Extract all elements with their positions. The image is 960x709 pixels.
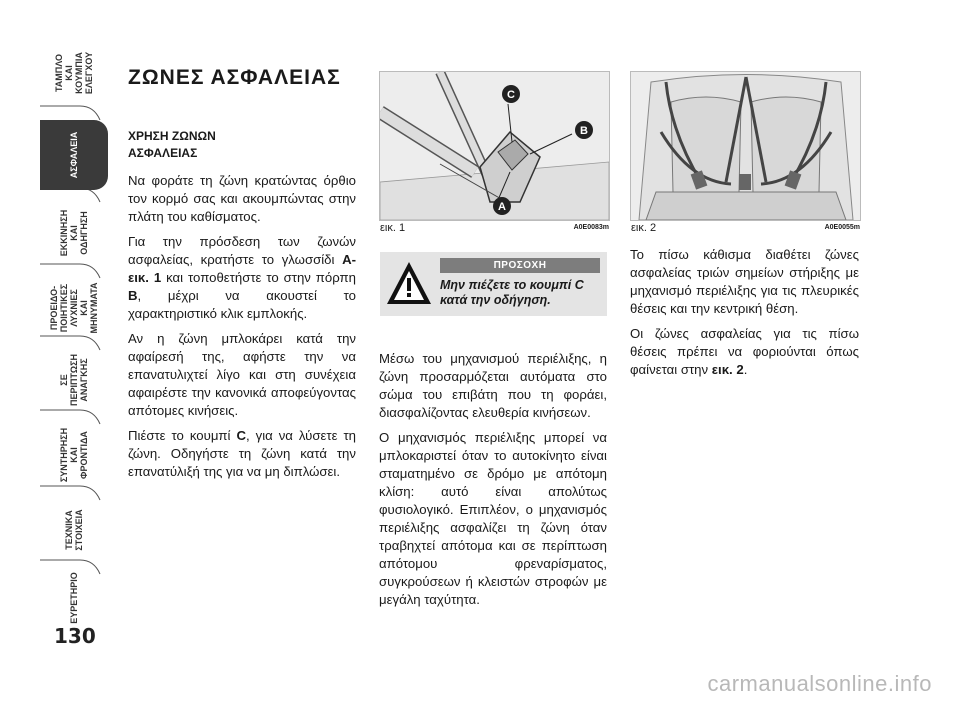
warning-heading: ΠΡΟΣΟΧΗ: [440, 258, 600, 273]
warning-triangle-icon: [384, 256, 434, 312]
tab-warning-lights[interactable]: [40, 278, 108, 338]
label-c: C: [507, 89, 515, 101]
caption-text: εικ. 2: [631, 222, 657, 234]
paragraph: Το πίσω κάθισμα διαθέτει ζώνες ασφαλείας τριών σημείων στήριξης με μηχανισμό περιέλιξης για τις πλευρικές θέσεις και την κεντρική θέση.: [630, 247, 859, 316]
column-2: [379, 350, 607, 616]
tab-maintenance[interactable]: [40, 424, 108, 486]
figure-2-caption: [631, 222, 860, 234]
tab-starting-driving[interactable]: [40, 202, 108, 264]
paragraph: Οι ζώνες ασφαλείας για τις πίσω θέσεις πρέπει να φοριούνται όπως φαίνεται στην εικ. 2.: [630, 326, 859, 377]
warning-box: [380, 252, 607, 316]
chapter-sidebar: [40, 40, 108, 680]
paragraph: Αν η ζώνη μπλοκάρει κατά την αφαίρεσή της, αφήστε την να επανατυλιχτεί λίγο και στη συνέχεια αφαιρέστε την κανονικά αποφεύγοντας απότομες κινήσεις.: [128, 331, 356, 418]
figure-1-buckle: [379, 71, 610, 221]
tab-label: ΣΕ ΠΕΡΙΠΤΩΣΗ ΑΝΑΓΚΗΣ: [59, 354, 89, 406]
tab-label: ΕΚΚΙΝΗΣΗ ΚΑΙ ΟΔΗΓΗΣΗ: [59, 209, 89, 257]
paragraph: Για την πρόσδεση των ζωνών ασφαλείας, κρατήστε το γλωσσίδι A-εικ. 1 και τοποθετήστε το στην πόρπη B, μέχρι να ακουστεί το χαρακτηριστικό κλικ εμπλοκής.: [128, 234, 356, 321]
tab-label: ΣΥΝΤΗΡΗΣΗ ΚΑΙ ΦΡΟΝΤΙΔΑ: [59, 427, 89, 483]
tab-dashboard-controls[interactable]: [40, 40, 108, 106]
column-1: [128, 128, 356, 488]
figure-2-rear-seat: [630, 71, 861, 221]
tab-label: ΤΑΜΠΛΟ ΚΑΙ ΚΟΥΜΠΙΑ ΕΛΕΓΧΟΥ: [54, 51, 94, 95]
paragraph: Να φοράτε τη ζώνη κρατώντας όρθιο τον κορμό σας και ακουμπώντας στην πλάτη του καθίσματος.: [128, 173, 356, 224]
tab-label: ΠΡΟΕΙΔΟ- ΠΟΙΗΤΙΚΕΣ ΛΥΧΝΙΕΣ ΚΑΙ ΜΗΝΥΜΑΤΑ: [49, 282, 99, 334]
page-title: ΖΩΝΕΣ ΑΣΦΑΛΕΙΑΣ: [128, 66, 341, 89]
buckle-illustration: [380, 72, 609, 220]
tab-label: ΕΥΡΕΤΗΡΙΟ: [69, 572, 79, 624]
label-b: B: [580, 125, 588, 137]
watermark: carmanualsonline.info: [707, 671, 932, 696]
tab-emergency[interactable]: [40, 350, 108, 410]
tab-index[interactable]: [40, 574, 108, 622]
tab-safety[interactable]: [40, 120, 108, 190]
paragraph: Πιέστε το κουμπί C, για να λύσετε τη ζώνη. Οδηγήστε τη ζώνη κατά την επανατύλιξή της για να μη διπλώσει.: [128, 428, 357, 479]
caption-text: εικ. 1: [380, 222, 406, 234]
figure-code: A0E0055m: [824, 224, 860, 231]
page-number: 130: [54, 624, 96, 648]
paragraph: Μέσω του μηχανισμού περιέλιξης, η ζώνη προσαρμόζεται αυτόματα στο σώμα του επιβάτη που τη φοράει, διασφαλίζοντας ελευθερία κινήσεων.: [379, 351, 607, 420]
warning-text: Μην πιέζετε το κουμπί C κατά την οδήγηση.: [440, 278, 584, 307]
column-3: [630, 246, 859, 386]
tab-technical-data[interactable]: [40, 500, 108, 560]
tab-label: ΤΕΧΝΙΚΑ ΣΤΟΙΧΕΙΑ: [64, 509, 84, 551]
figure-code: A0E0083m: [573, 224, 609, 231]
rear-seat-illustration: [631, 72, 860, 220]
figure-1-caption: [380, 222, 609, 234]
section-heading: ΧΡΗΣΗ ΖΩΝΩΝ ΑΣΦΑΛΕΙΑΣ: [128, 129, 216, 160]
label-a: A: [498, 201, 506, 213]
paragraph: Ο μηχανισμός περιέλιξης μπορεί να μπλοκαριστεί όταν το αυτοκίνητο είναι σταματημένο σε δρόμο με απότομη κλίση: αυτό είναι απολύτως φυσιολογικό. Επιπλέον, ο μηχανισμός περιέλιξης ασφαλίζει τη ζώνη όταν τραβηχτεί απότομα και σε περίπτωση απότομου φρεναρίσματος, συγκρούσεων ή κλειστών στροφών με μεγάλη ταχύτητα.: [379, 430, 607, 607]
tab-label: ΑΣΦΑΛΕΙΑ: [69, 131, 79, 179]
